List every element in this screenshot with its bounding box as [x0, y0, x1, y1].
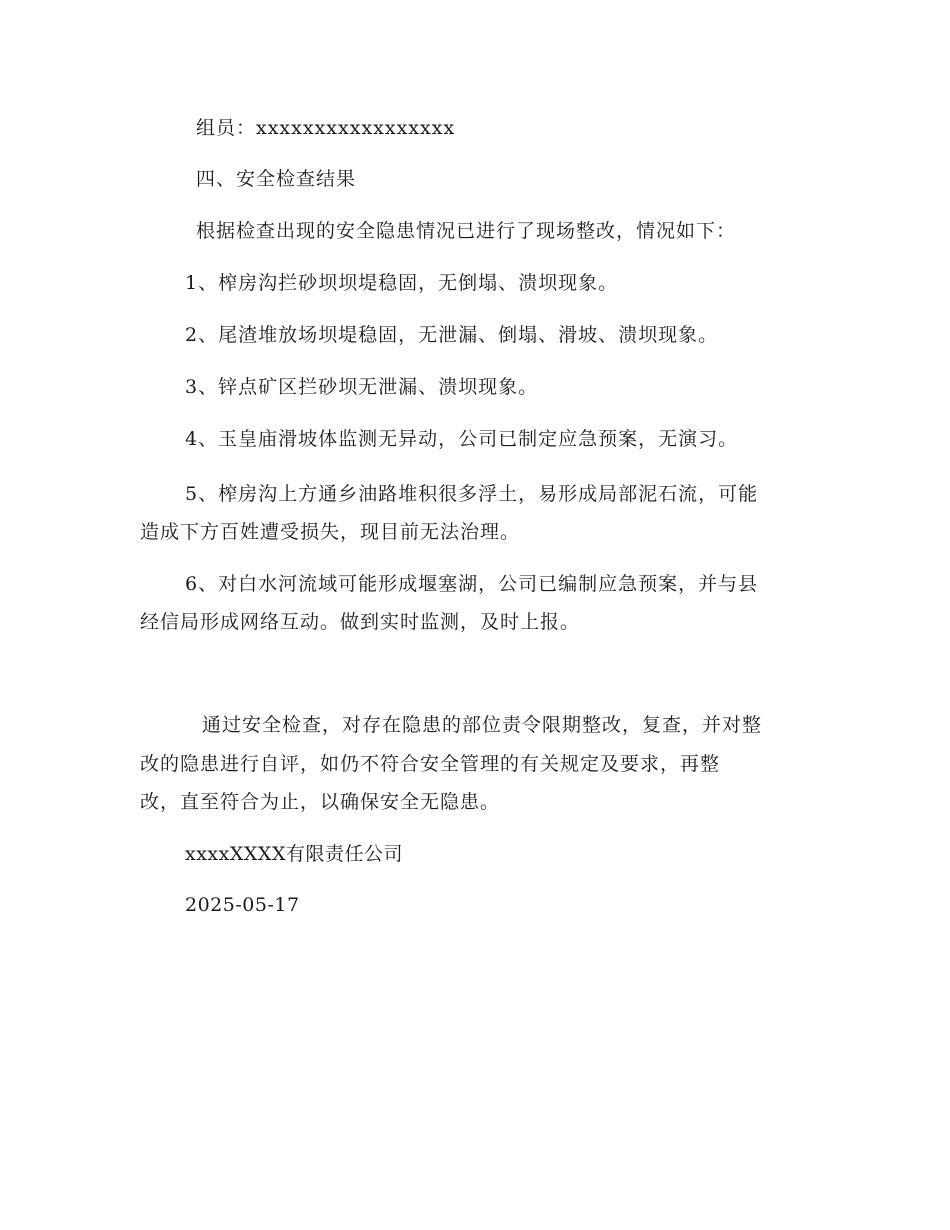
list-item-2: 2、尾渣堆放场坝堤稳固，无泄漏、倒塌、滑坡、溃坝现象。	[185, 324, 719, 346]
list-item-5-line1: 5、榨房沟上方通乡油路堆积很多浮土，易形成局部泥石流，可能	[185, 483, 759, 505]
document-date: 2025-05-17	[185, 894, 300, 916]
conclusion-line2: 改的隐患进行自评，如仍不符合安全管理的有关规定及要求，再整	[140, 753, 721, 775]
list-item-1: 1、榨房沟拦砂坝坝堤稳固，无倒塌、溃坝现象。	[185, 272, 619, 294]
intro-text: 根据检查出现的安全隐患情况已进行了现场整改，情况如下：	[196, 220, 737, 242]
list-item-5-line2: 造成下方百姓遭受损失，现目前无法治理。	[140, 521, 521, 543]
list-item-6-line2: 经信局形成网络互动。做到实时监测，及时上报。	[140, 611, 581, 633]
conclusion-line3: 改，直至符合为止，以确保安全无隐患。	[140, 791, 501, 813]
conclusion-line1: 通过安全检查，对存在隐患的部位责令限期整改，复查，并对整	[202, 714, 763, 736]
section-heading: 四、安全检查结果	[196, 168, 357, 190]
members-line: 组员：xxxxxxxxxxxxxxxxx	[196, 117, 456, 139]
list-item-4: 4、玉皇庙滑坡体监测无异动，公司已制定应急预案，无演习。	[185, 428, 739, 450]
list-item-3: 3、锌点矿区拦砂坝无泄漏、溃坝现象。	[185, 376, 539, 398]
list-item-6-line1: 6、对白水河流域可能形成堰塞湖，公司已编制应急预案，并与县	[185, 573, 759, 595]
company-name: xxxxXXXX有限责任公司	[185, 843, 403, 865]
